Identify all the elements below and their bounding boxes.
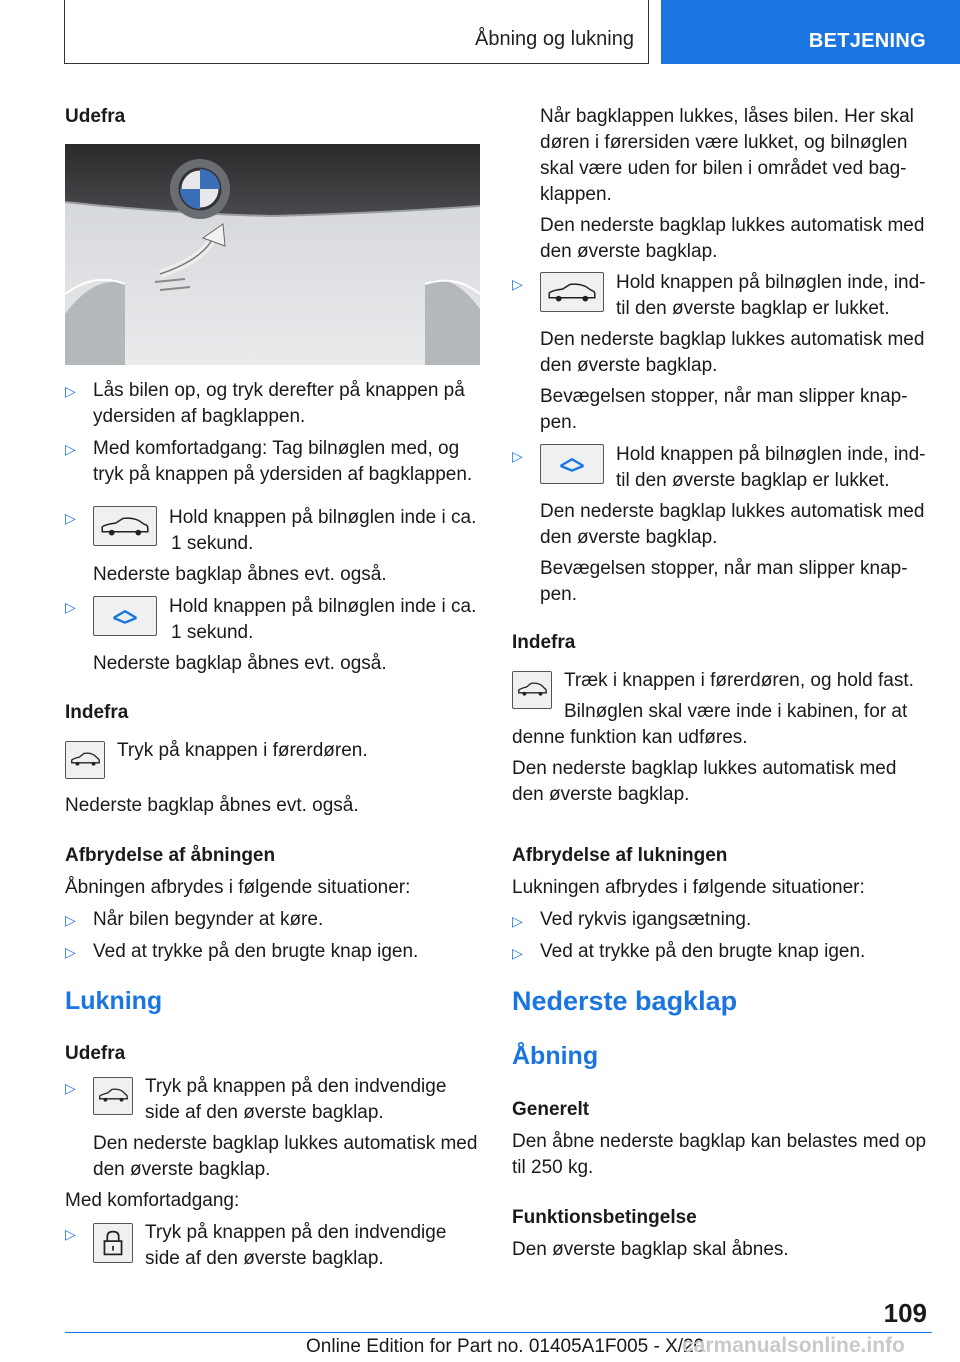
paragraph: den øverste bagklap.	[540, 241, 718, 262]
step-text: 1 sekund.	[171, 533, 254, 554]
bullet-icon: ▷	[65, 912, 76, 928]
paragraph: skal være uden for bilen i området ved bag-	[540, 158, 907, 179]
step-text: til den øverste bagklap er lukket.	[616, 470, 890, 491]
indefra-text: Den nederste bagklap lukkes automatisk med	[512, 758, 897, 779]
step-text: Hold knappen på bilnøglen inde i ca.	[169, 596, 477, 617]
step-note: pen.	[540, 412, 577, 433]
step-text: side af den øverste bagklap.	[145, 1102, 384, 1123]
step-text: Lås bilen op, og tryk derefter på knappen på	[93, 380, 465, 401]
header-chapter-box	[661, 0, 960, 64]
paragraph: Den øverste bagklap skal åbnes.	[512, 1239, 789, 1260]
step-note: Bevægelsen stopper, når man slipper knap-	[540, 558, 908, 579]
bullet-icon: ▷	[65, 441, 76, 457]
bullet-icon: ▷	[65, 510, 76, 526]
car-door-button-icon	[512, 671, 552, 709]
step-text: Hold knappen på bilnøglen inde, ind-	[616, 444, 926, 465]
step-note: Bevægelsen stopper, når man slipper knap-	[540, 386, 908, 407]
heading-aabning: Åbning	[512, 1042, 599, 1070]
list-item: Når bilen begynder at køre.	[93, 909, 324, 930]
page-number: 109	[883, 1298, 927, 1328]
tailgate-photo	[65, 144, 480, 365]
list-item: Ved at trykke på den brugte knap igen.	[540, 941, 866, 962]
step-text: Tryk på knappen på den indvendige	[145, 1076, 447, 1097]
footer-rule	[65, 1332, 932, 1333]
bullet-icon: ▷	[65, 944, 76, 960]
paragraph: klappen.	[540, 184, 612, 205]
afbrydelse-intro: Åbningen afbrydes i følgende situationer:	[65, 877, 411, 898]
heading-afbrydelse-lukning: Afbrydelse af lukningen	[512, 845, 728, 866]
list-item: Ved at trykke på den brugte knap igen.	[93, 941, 419, 962]
heading-afbrydelse-aabning: Afbrydelse af åbningen	[65, 845, 276, 866]
step-note: den øverste bagklap.	[540, 355, 718, 376]
step-text: ydersiden af bagklappen.	[93, 406, 306, 427]
car-door-button-icon	[65, 741, 105, 779]
step-note: den øverste bagklap.	[540, 527, 718, 548]
edition-text: Online Edition for Part no. 01405A1F005 - X/20	[306, 1336, 705, 1357]
step-note: den øverste bagklap.	[93, 1159, 271, 1180]
bullet-icon: ▷	[512, 448, 523, 464]
paragraph: døren i førersiden være lukket, og bilnøglen	[540, 132, 908, 153]
indefra-text: Bilnøglen skal være inde i kabinen, for at	[564, 701, 908, 722]
heading-indefra: Indefra	[65, 702, 129, 723]
step-text: Hold knappen på bilnøglen inde, ind-	[616, 272, 926, 293]
car-tailgate-icon	[540, 272, 604, 312]
bullet-icon: ▷	[512, 945, 523, 961]
step-text: til den øverste bagklap er lukket.	[616, 298, 890, 319]
step-text: Hold knappen på bilnøglen inde i ca.	[169, 507, 477, 528]
watermark: carmanualsonline.info	[682, 1334, 905, 1357]
chapter-title: BETJENING	[808, 30, 926, 52]
bullet-icon: ▷	[512, 276, 523, 292]
heading-udefra: Udefra	[65, 106, 126, 127]
heading-udefra-lukning: Udefra	[65, 1043, 126, 1064]
indefra-note: Nederste bagklap åbnes evt. også.	[65, 795, 359, 816]
step-text: Med komfortadgang: Tag bilnøglen med, og	[93, 438, 460, 459]
bullet-icon: ▷	[512, 913, 523, 929]
step-note: Nederste bagklap åbnes evt. også.	[93, 653, 387, 674]
step-note: Den nederste bagklap lukkes automatisk med	[540, 329, 925, 350]
step-text: Tryk på knappen på den indvendige	[145, 1222, 447, 1243]
step-note: Den nederste bagklap lukkes automatisk med	[540, 501, 925, 522]
chevron-up-icon	[93, 596, 157, 636]
heading-nederste-bagklap: Nederste bagklap	[512, 986, 738, 1016]
afbrydelse-intro: Lukningen afbrydes i følgende situationer:	[512, 877, 865, 898]
bullet-icon: ▷	[65, 599, 76, 615]
bullet-icon: ▷	[65, 383, 76, 399]
car-tailgate-icon	[93, 1077, 133, 1115]
lock-icon	[93, 1223, 133, 1263]
heading-generelt: Generelt	[512, 1099, 590, 1120]
step-note: Nederste bagklap åbnes evt. også.	[93, 564, 387, 585]
komfort-label: Med komfortadgang:	[65, 1190, 240, 1211]
indefra-text: den øverste bagklap.	[512, 784, 690, 805]
bullet-icon: ▷	[65, 1226, 76, 1242]
indefra-text: Træk i knappen i førerdøren, og hold fast.	[564, 670, 914, 691]
chevron-up-icon	[540, 444, 604, 484]
indefra-text: Tryk på knappen i førerdøren.	[117, 740, 368, 761]
header-section-box	[64, 0, 649, 64]
paragraph: Den åbne nederste bagklap kan belastes med op	[512, 1131, 927, 1152]
step-text: tryk på knappen på ydersiden af bagklappen.	[93, 464, 473, 485]
section-title: Åbning og lukning	[474, 28, 634, 50]
bullet-icon: ▷	[65, 1080, 76, 1096]
step-note: Den nederste bagklap lukkes automatisk med	[93, 1133, 478, 1154]
step-text: 1 sekund.	[171, 622, 254, 643]
indefra-text: denne funktion kan udføres.	[512, 727, 748, 748]
step-text: side af den øverste bagklap.	[145, 1248, 384, 1269]
paragraph: Den nederste bagklap lukkes automatisk med	[540, 215, 925, 236]
car-tailgate-icon	[93, 506, 157, 546]
heading-lukning: Lukning	[65, 987, 163, 1015]
paragraph: til 250 kg.	[512, 1157, 594, 1178]
list-item: Ved rykvis igangsætning.	[540, 909, 752, 930]
heading-funktionsbetingelse: Funktionsbetingelse	[512, 1207, 697, 1228]
heading-indefra-lukning: Indefra	[512, 632, 576, 653]
step-note: pen.	[540, 584, 577, 605]
paragraph: Når bagklappen lukkes, låses bilen. Her skal	[540, 106, 914, 127]
